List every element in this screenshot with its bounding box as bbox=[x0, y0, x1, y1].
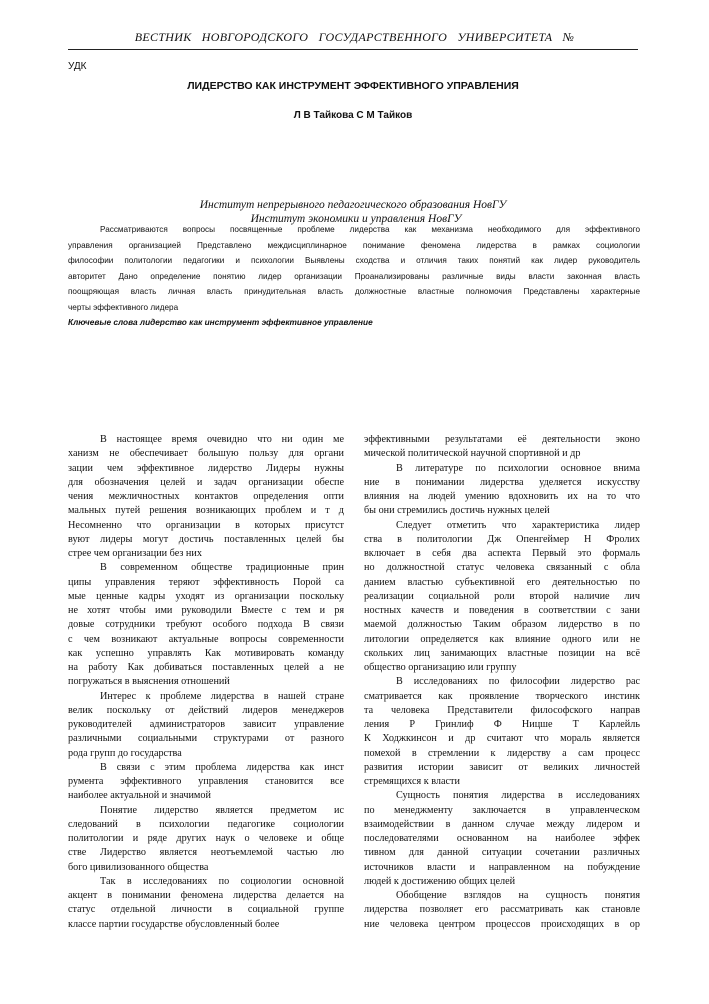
body-text-line: мые ценные кадры уходят из организации поскольку bbox=[68, 590, 344, 602]
body-text-line: Интерес к проблеме лидерства в нашей стране bbox=[100, 690, 344, 702]
abstract-line: философии политологии педагогики и психологии Выявлены сходства и отличия таких понятий как лидер руководитель bbox=[68, 256, 640, 265]
body-text-line: источников власти и направленном на побуждение bbox=[364, 861, 640, 873]
body-text-line: Несомненно что организации в которых присутст bbox=[68, 519, 344, 531]
body-text-line: следований в психологии педагогике социологии bbox=[68, 818, 344, 830]
body-text-line: эффективными результатами её деятельности эконо bbox=[364, 434, 640, 445]
body-text-line: статус отдельной личности в социальной группе bbox=[68, 904, 344, 916]
body-text-line: помехой в стремлении к лидерству а сам процесс bbox=[364, 747, 640, 759]
body-text-line: акцент в понимании феномена лидерства делается на bbox=[68, 890, 344, 901]
body-text-line: В настоящее время очевидно что ни один ме bbox=[100, 434, 344, 445]
body-text-line: стве Лидерство является неотъемлемой частью лю bbox=[68, 847, 344, 859]
running-header: ВЕСТНИК НОВГОРОДСКОГО ГОСУДАРСТВЕННОГО УНИВЕРСИТЕТА № bbox=[134, 30, 575, 44]
body-text-line: наиболее актуальной и значимой bbox=[68, 790, 211, 802]
body-text-line: включает в себя два аспекта Первый это формаль bbox=[364, 548, 640, 559]
body-text-line: чения межличностных контактов определения опти bbox=[68, 491, 344, 502]
body-text-line: ления Р Гринлиф Ф Ницше Т Карлейль bbox=[364, 719, 640, 730]
keywords: Ключевые слова лидерство как инструмент эффективное управление bbox=[68, 317, 373, 327]
body-text-line: политологии и ряде других наук о человеке и обще bbox=[68, 833, 344, 844]
body-text-line: маемой должностью Таким образом лидерство в по bbox=[364, 619, 640, 631]
affiliation-2: Институт экономики и управления НовГУ bbox=[250, 213, 462, 225]
body-text-line: ностных качеств и поведения в соответствии с зани bbox=[364, 605, 640, 616]
body-text-line: рода групп до государства bbox=[68, 747, 182, 759]
left-column bbox=[68, 433, 344, 932]
udk-label: УДК bbox=[68, 61, 87, 72]
body-text-line: развития истории зависит от великих личностей bbox=[364, 761, 640, 773]
body-text-line: различными социальными структурами от разного bbox=[68, 733, 344, 745]
abstract-line: Рассматриваются вопросы посвященные проблеме лидерства как механизма необходимого для эффективного bbox=[100, 225, 640, 234]
body-text-line: скольких лиц занимающих властные позиции на всё bbox=[364, 647, 640, 659]
body-text-line: как успешно управлять Как мотивировать команду bbox=[68, 647, 344, 659]
body-text-line: стремящихся к власти bbox=[364, 776, 460, 787]
body-text-line: вуют лидеры могут достичь поставленных целей бы bbox=[68, 533, 344, 545]
body-text-line: В современном обществе традиционные прин bbox=[100, 562, 344, 574]
body-text-line: К Ходжкинсон и др считают что мораль является bbox=[364, 733, 640, 745]
body-text-line: зации чем эффективное лидерство Лидеры нужны bbox=[68, 462, 344, 474]
body-text-line: В литературе по психологии основное внима bbox=[396, 462, 640, 474]
body-text-line: бы они стремились достичь нужных целей bbox=[364, 505, 550, 517]
body-text-line: Понятие лидерство является предметом ис bbox=[100, 804, 344, 816]
body-text-line: реализации социальной роли второй наличие лич bbox=[364, 590, 640, 602]
body-text-line: общество организацию или группу bbox=[364, 662, 517, 673]
right-column bbox=[364, 433, 640, 932]
body-text-line: данием властью субъективной его деятельностью по bbox=[364, 576, 640, 588]
body-text-line: на работу Как добиваться поставленных целей а не bbox=[68, 662, 344, 673]
body-text-line: погружаться в выяснения отношений bbox=[68, 676, 230, 688]
body-text-line: людей к достижению общих целей bbox=[364, 875, 516, 887]
body-text-line: ние человека центром процессов происходящих в ор bbox=[364, 918, 640, 930]
body-text-line: взаимодействии в данном случае между лидером и bbox=[364, 818, 640, 830]
body-text-line: Так в исследованиях по социологии основной bbox=[100, 875, 344, 887]
body-text-line: лидерства позволяет его рассматривать как становле bbox=[364, 904, 640, 916]
article-title: ЛИДЕРСТВО КАК ИНСТРУМЕНТ ЭФФЕКТИВНОГО УПРАВЛЕНИЯ bbox=[187, 80, 519, 92]
body-text-line: ципы управления теряют эффективность Порой са bbox=[68, 576, 344, 588]
abstract-line: поощряющая власть личная власть принудительная власть должностные властные полномочия Представлены характерные bbox=[68, 287, 640, 296]
body-text-line: ние в понимании лидерства уделяется искусству bbox=[364, 476, 640, 488]
body-text-line: но должностной статус человека связанный с обла bbox=[364, 562, 640, 574]
body-text-line: Следует отметить что характеристика лидер bbox=[396, 519, 640, 531]
body-text-line: мической политической научной спортивной и др bbox=[364, 448, 581, 460]
header-rule bbox=[68, 49, 638, 50]
body-text-line: ханизм не обеспечивает большую пользу для органи bbox=[68, 448, 344, 460]
abstract-line: управления организацией Представлено междисциплинарное понимание феномена лидерства в рамках социологии bbox=[68, 240, 640, 250]
body-text-line: ства в политологии Дж Опенгеймер Н Фролих bbox=[364, 533, 640, 545]
body-text-line: руководителей администраторов зависит управление bbox=[68, 719, 344, 730]
body-text-line: не хотят чтобы ими руководили Вместе с тем и ря bbox=[68, 605, 344, 616]
affiliation-1: Институт непрерывного педагогического образования НовГУ bbox=[199, 199, 507, 211]
body-text-line: румента эффективного управления становится все bbox=[68, 776, 344, 787]
body-text-line: та человека Представители философского направ bbox=[364, 704, 640, 716]
body-text-line: по менеджменту заключается в управленческом bbox=[364, 804, 640, 816]
body-text-line: для обозначения целей и задач организации обеспе bbox=[68, 476, 344, 488]
abstract bbox=[68, 222, 640, 315]
article-authors: Л В Тайкова С М Тайков bbox=[293, 110, 413, 121]
abstract-line: черты эффективного лидера bbox=[68, 302, 179, 312]
body-text-line: Сущность понятия лидерства в исследованиях bbox=[396, 790, 640, 802]
body-text-line: с чем возникают актуальные вопросы современности bbox=[68, 633, 344, 645]
body-text-line: В связи с этим проблема лидерства как инст bbox=[100, 761, 344, 773]
abstract-line: авторитет Дано определение понятию лидер организации Проанализированы различные виды власти законная власть bbox=[68, 271, 640, 281]
body-text-line: классе партии государстве обусловленный более bbox=[68, 918, 280, 930]
body-text-line: сматривается как проявление творческого инстинк bbox=[364, 690, 640, 702]
body-text-line: последователями основанном на наиболее эффек bbox=[364, 833, 640, 844]
body-text-line: влияния на людей умению вдохновить их на то что bbox=[364, 491, 640, 502]
body-text-line: бого цивилизованного общества bbox=[68, 861, 209, 873]
body-text-line: стрее чем организации без них bbox=[68, 548, 202, 559]
body-text-line: довые сотрудники требуют особого подхода В связи bbox=[68, 619, 344, 631]
body-text-line: литологии определяется как влияние одного или не bbox=[364, 633, 640, 645]
body-text-line: В исследованиях по философии лидерство рас bbox=[396, 676, 640, 688]
body-text-line: Обобщение взглядов на сущность понятия bbox=[396, 890, 640, 901]
body-text-line: велик поскольку от действий лидеров менеджеров bbox=[68, 704, 344, 716]
body-text-line: мальных путей решения возникающих проблем и т д bbox=[68, 505, 344, 517]
body-text-line: тивном для данной ситуации сочетании различных bbox=[364, 847, 640, 859]
